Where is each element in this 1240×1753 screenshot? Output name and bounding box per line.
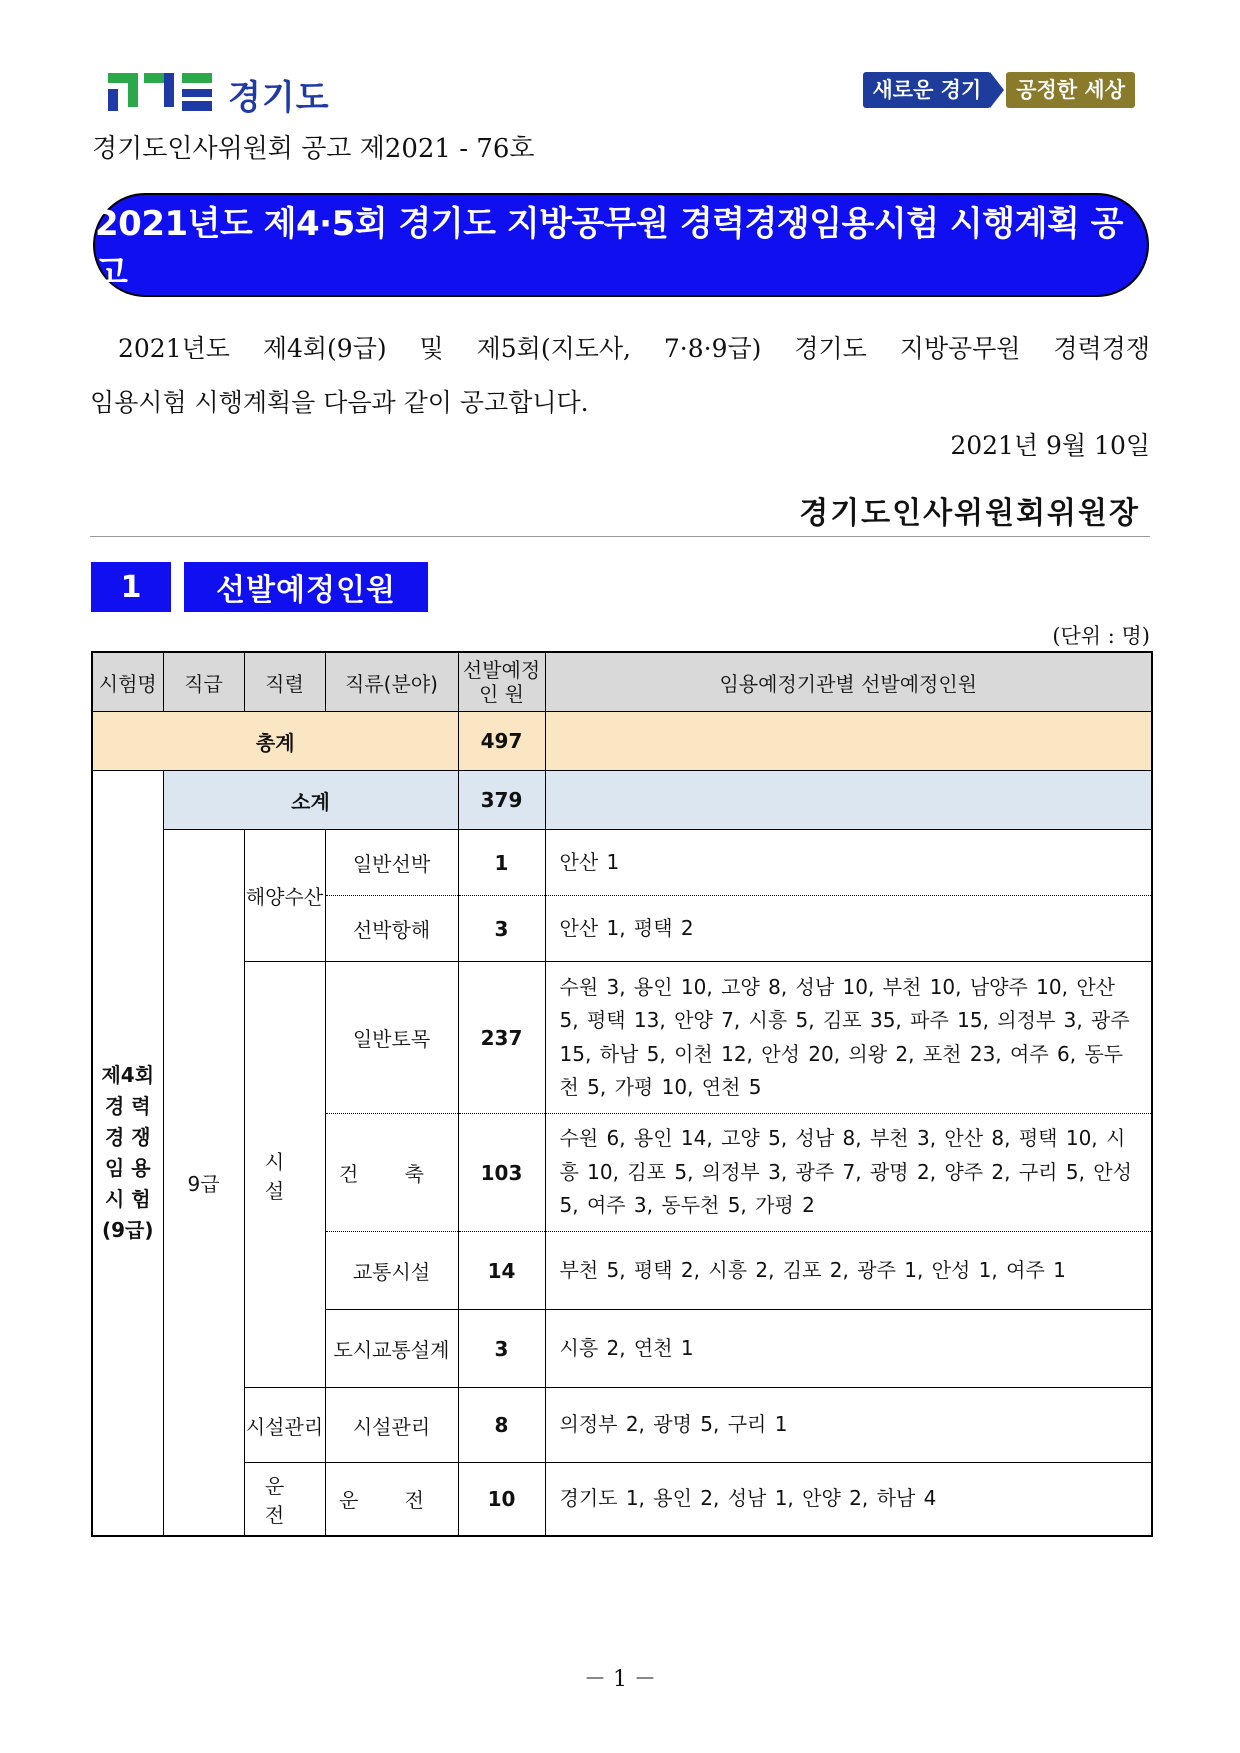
category-cell <box>325 1463 458 1536</box>
exam-name-cell <box>92 771 163 1536</box>
series-facility <box>244 962 325 1388</box>
agencies-cell: 경기도 1, 용인 2, 성남 1, 안양 2, 하남 4 <box>545 1463 1152 1536</box>
total-value: 497 <box>458 712 545 771</box>
signatory: 경기도인사위원회위원장 <box>799 496 1140 531</box>
slogan-left: 새로운 경기 <box>863 72 992 108</box>
count-cell: 103 <box>458 1114 545 1232</box>
slogan-arrow-icon <box>990 72 1004 108</box>
agencies-cell: 부천 5, 평택 2, 시흥 2, 김포 2, 광주 1, 안성 1, 여주 1 <box>545 1232 1152 1310</box>
agencies-cell: 수원 6, 용인 14, 고양 5, 성남 8, 부천 3, 안산 8, 평택 10, 시흥 10, 김포 5, 의정부 3, 광주 7, 광명 2, 양주 2, 구리 5, 안성 5, 여주 3, 동두천 5, 가평 2 <box>545 1114 1152 1232</box>
notice-number: 경기도인사위원회 공고 제2021 - 76호 <box>92 134 535 164</box>
agencies-cell: 시흥 2, 연천 1 <box>545 1310 1152 1388</box>
header-grade: 직급 <box>163 652 244 712</box>
header-by-agency: 임용예정기관별 선발예정인원 <box>545 652 1152 712</box>
header-exam: 시험명 <box>92 652 163 712</box>
subtotal-row <box>92 771 1152 830</box>
agencies-cell: 안산 1 <box>545 830 1152 896</box>
count-cell: 8 <box>458 1388 545 1463</box>
table-row <box>92 830 1152 896</box>
category-cell: 선박항해 <box>325 896 458 962</box>
exam-name-line: (9급) <box>101 1217 154 1242</box>
series-facility-mgmt: 시설관리 <box>244 1388 325 1463</box>
table-row <box>92 1463 1152 1536</box>
section-title: 선발예정인원 <box>184 562 428 612</box>
exam-name-line: 경 력 <box>104 1093 151 1118</box>
header-series: 직렬 <box>244 652 325 712</box>
count-cell: 1 <box>458 830 545 896</box>
series-driving-label: 운 전 <box>264 1473 305 1527</box>
series-marine: 해양수산 <box>244 830 325 962</box>
category-cell: 일반선박 <box>325 830 458 896</box>
category-cell <box>325 1114 458 1232</box>
exam-name <box>93 1060 163 1246</box>
subtotal-label: 소계 <box>163 771 458 830</box>
category-label: 건 축 <box>339 1162 444 1186</box>
category-cell: 시설관리 <box>325 1388 458 1463</box>
series-facility-label: 시 설 <box>264 1149 305 1203</box>
gyeonggi-logo <box>108 70 330 119</box>
divider <box>90 536 1150 537</box>
section-number: 1 <box>91 562 171 612</box>
total-empty <box>545 712 1152 771</box>
grade-cell: 9급 <box>163 830 244 1536</box>
exam-name-line: 경 쟁 <box>104 1124 151 1149</box>
subtotal-value: 379 <box>458 771 545 830</box>
header-planned-line1: 선발예정 <box>462 658 541 682</box>
category-label: 운 전 <box>339 1488 444 1513</box>
intro-line-1: 2021년도 제4회(9급) 및 제5회(지도사, 7·8·9급) 경기도 지방공무원 경력경쟁 <box>118 334 1150 363</box>
total-label: 총계 <box>92 712 458 771</box>
count-cell: 237 <box>458 962 545 1114</box>
notice-date: 2021년 9월 10일 <box>950 431 1150 460</box>
logo-text: 경기도 <box>228 78 330 118</box>
subtotal-empty <box>545 771 1152 830</box>
category-cell: 일반토목 <box>325 962 458 1114</box>
page-number: － 1 － <box>584 1667 656 1692</box>
table-header-row <box>92 652 1152 712</box>
recruitment-table <box>91 651 1153 1537</box>
exam-name-line: 임 용 <box>104 1155 151 1180</box>
intro-line-2: 임용시험 시행계획을 다음과 같이 공고합니다. <box>90 388 589 417</box>
series-driving <box>244 1463 325 1536</box>
gyeonggi-emblem-icon <box>108 73 218 117</box>
category-cell: 도시교통설계 <box>325 1310 458 1388</box>
agencies-cell: 수원 3, 용인 10, 고양 8, 성남 10, 부천 10, 남양주 10, 안산 5, 평택 13, 안양 7, 시흥 5, 김포 35, 파주 15, 의정부 3, 광주 15, 하남 5, 이천 12, 안성 20, 의왕 2, 포천 23, 여주 6, 동두천 5, 가평 10, 연천 5 <box>545 962 1152 1114</box>
header-category: 직류(분야) <box>325 652 458 712</box>
exam-name-line: 시 험 <box>104 1186 151 1211</box>
total-row <box>92 712 1152 771</box>
exam-name-line: 제4회 <box>101 1062 155 1087</box>
table-row <box>92 962 1152 1114</box>
intro-paragraph <box>90 322 1150 430</box>
header-planned <box>458 652 545 712</box>
header-planned-line2: 인 원 <box>479 682 524 706</box>
agencies-cell: 안산 1, 평택 2 <box>545 896 1152 962</box>
agencies-cell: 의정부 2, 광명 5, 구리 1 <box>545 1388 1152 1463</box>
slogan-banner <box>863 72 1136 108</box>
count-cell: 10 <box>458 1463 545 1536</box>
count-cell: 14 <box>458 1232 545 1310</box>
notice-title: 2021년도 제4·5회 경기도 지방공무원 경력경쟁임용시험 시행계획 공고 <box>93 193 1149 297</box>
count-cell: 3 <box>458 896 545 962</box>
unit-label: (단위 : 명) <box>1052 624 1150 648</box>
category-cell: 교통시설 <box>325 1232 458 1310</box>
count-cell: 3 <box>458 1310 545 1388</box>
slogan-right: 공정한 세상 <box>1006 72 1135 108</box>
table-row <box>92 1388 1152 1463</box>
